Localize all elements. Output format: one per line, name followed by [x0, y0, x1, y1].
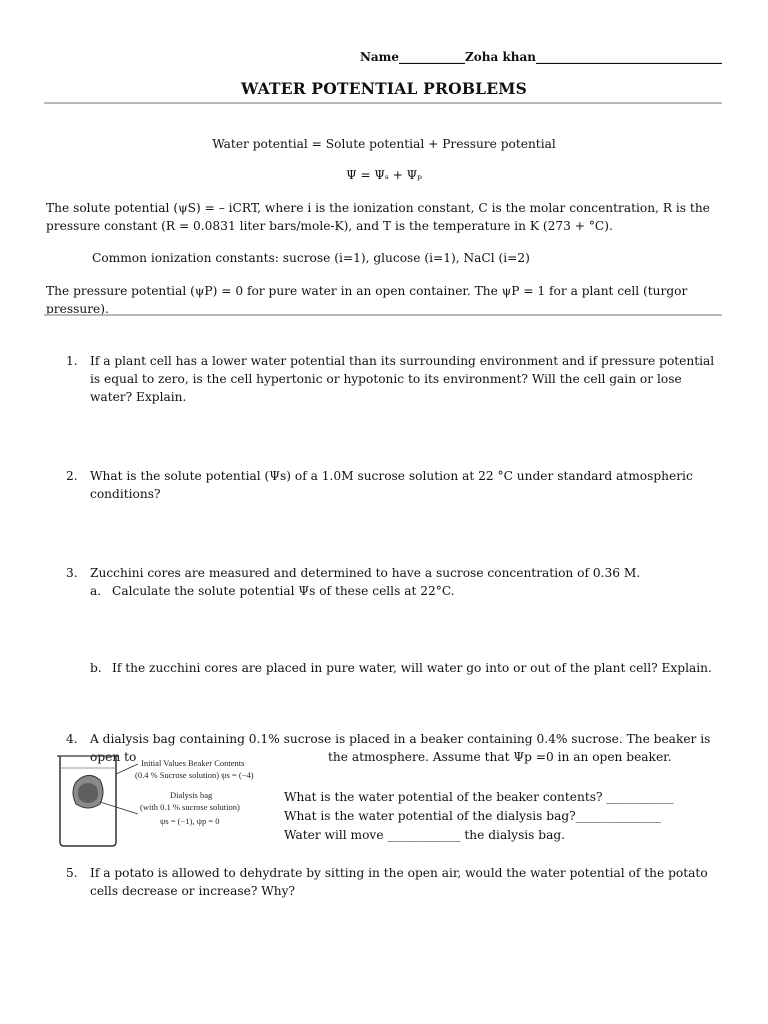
subpart-text: Calculate the solute potential Ψs of these cells at 22°C.: [112, 584, 455, 598]
diagram-label-bag-contents: (with 0.1 % sucrose solution): [140, 802, 240, 812]
diagram-label-bag: Dialysis bag: [170, 790, 213, 800]
question-number: 1.: [66, 354, 78, 368]
question-4-continued: the atmosphere. Assume that Ψp =0 in an open beaker.: [328, 750, 672, 764]
question-number: 4.: [66, 732, 78, 746]
beaker-diagram: [54, 752, 272, 848]
answer-bag-potential: What is the water potential of the dialysis bag?______________: [284, 809, 662, 823]
question-number: 5.: [66, 866, 78, 880]
name-line: Name___________Zoha khan_______________________________: [359, 50, 722, 64]
question-text: If a plant cell has a lower water potential than its surrounding environment and if pressure potential is equal to zero, is the cell hypertonic or hypotonic to its environment? Will the cell gain or lose water? Explain.: [90, 354, 715, 404]
question-3: [66, 564, 726, 582]
question-3a: [90, 582, 730, 600]
answer-water-direction: Water will move ____________ the dialysis bag.: [284, 828, 566, 842]
question-text: If a potato is allowed to dehydrate by sitting in the open air, would the water potential of the potato cells decrease or increase? Why?: [90, 866, 708, 898]
question-text: A dialysis bag containing 0.1% sucrose is placed in a beaker containing 0.4% sucrose. The beaker is open to: [90, 732, 711, 764]
question-number: 3.: [66, 566, 78, 580]
formula-words: Water potential = Solute potential + Pressure potential: [212, 137, 556, 151]
subpart-text: If the zucchini cores are placed in pure water, will water go into or out of the plant cell? Explain.: [112, 661, 712, 675]
question-text: Zucchini cores are measured and determined to have a sucrose concentration of 0.36 M.: [90, 566, 641, 580]
subpart-letter: a.: [90, 584, 102, 598]
formula-symbols: Ψ = Ψₛ + Ψₚ: [346, 168, 422, 182]
page-title: WATER POTENTIAL PROBLEMS: [240, 79, 527, 98]
question-2: [66, 467, 726, 503]
solute-definition: The solute potential (ψS) = – iCRT, where i is the ionization constant, C is the molar concentration, R is the pressure constant (R = 0.0831 liter bars/mole-K), and T is the temperature in K (273 + °C).: [46, 201, 710, 233]
question-5: [66, 864, 726, 900]
subpart-letter: b.: [90, 661, 102, 675]
diagram-label-beaker-values: (0.4 % Sucrose solution) ψs = (−4): [135, 770, 254, 780]
question-number: 2.: [66, 469, 78, 483]
pressure-definition: The pressure potential (ψP) = 0 for pure water in an open container. The ψP = 1 for a plant cell (turgor pressure).: [46, 284, 688, 316]
divider-top: [44, 102, 722, 104]
diagram-label-beaker: Initial Values Beaker Contents: [141, 758, 245, 768]
question-1: [66, 352, 726, 406]
diagram-label-bag-values: ψs = (−1), ψp = 0: [160, 816, 220, 826]
question-4-answers: [284, 788, 724, 845]
answer-beaker-potential: What is the water potential of the beaker contents? ___________: [284, 790, 674, 804]
question-text: What is the solute potential (Ψs) of a 1.0M sucrose solution at 22 °C under standard atmospheric conditions?: [90, 469, 693, 501]
ionization-constants: Common ionization constants: sucrose (i=1), glucose (i=1), NaCl (i=2): [92, 251, 530, 265]
question-3b: [90, 659, 730, 677]
divider-bottom: [44, 314, 722, 316]
